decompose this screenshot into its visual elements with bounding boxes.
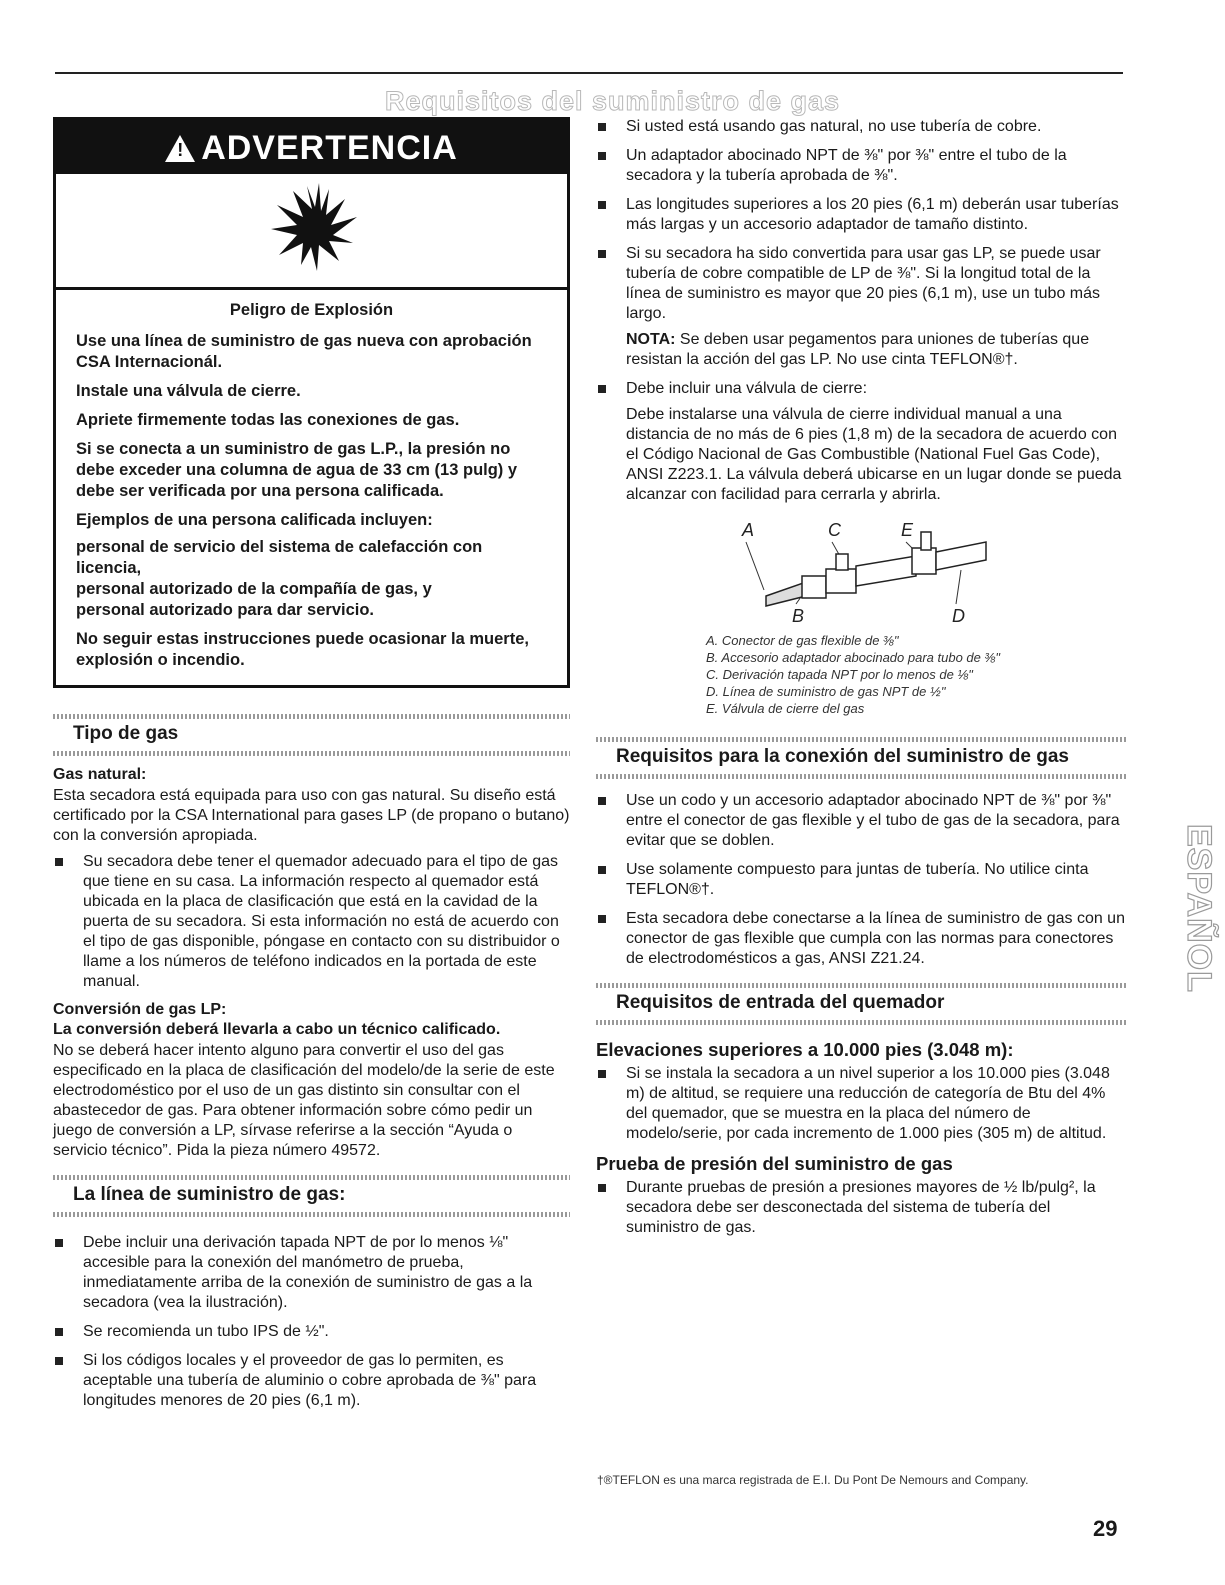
list-item: Use solamente compuesto para juntas de tubería. No utilice cinta TEFLON®†. bbox=[596, 860, 1126, 900]
warning-header bbox=[56, 120, 567, 174]
warning-line: Si se conecta a un suministro de gas L.P., la presión no debe exceder una columna de agua de 33 cm (13 pulg) y debe ser verificada por una persona calificada. bbox=[76, 440, 518, 500]
paragraph: No se deberá hacer intento alguno para convertir el uso del gas especificado en la placa de clasificación del modelo/de la serie de este electrodoméstico por el uso de un gas distinto sin consultar con el abastecedor de gas. Para obtener información sobre cómo pedir un juego de conversión a LP, sírvase referirse a la sección “Ayuda o servicio técnico”. Pida la pieza número 49572. bbox=[53, 1042, 555, 1159]
warning-line: Instale una válvula de cierre. bbox=[76, 382, 301, 400]
section-title: Tipo de gas bbox=[73, 723, 179, 744]
caption: B. Accesorio adaptador abocinado para tubo de ⅜" bbox=[706, 650, 1000, 665]
subheading-elevaciones: Elevaciones superiores a 10.000 pies (3.048 m): bbox=[596, 1039, 1014, 1060]
section-title: Requisitos para la conexión del suministro de gas bbox=[616, 746, 1069, 767]
warning-triangle-icon: ! bbox=[165, 135, 195, 162]
list-item: Si usted está usando gas natural, no use tubería de cobre. bbox=[596, 117, 1126, 137]
diagram-captions bbox=[706, 632, 1126, 717]
section-title: La línea de suministro de gas: bbox=[73, 1184, 346, 1205]
list-item: Use un codo y un accesorio adaptador abocinado NPT de ⅜" por ⅜" entre el conector de gas flexible y el tubo de gas de la secadora, para evitar que se doblen. bbox=[596, 791, 1126, 851]
gas-connection-diagram bbox=[596, 514, 1126, 626]
warning-heading: ADVERTENCIA bbox=[201, 129, 458, 167]
section-header-quemador bbox=[596, 983, 1126, 1025]
section-header-linea bbox=[53, 1175, 570, 1217]
bullet-list bbox=[596, 117, 1126, 505]
warning-danger-title: Peligro de Explosión bbox=[229, 301, 394, 319]
list-item: Durante pruebas de presión a presiones mayores de ½ lb/pulg², la secadora debe ser desconectada del sistema de tubería del suministro de gas. bbox=[596, 1178, 1126, 1238]
warning-line: No seguir estas instrucciones puede ocasionar la muerte, explosión o incendio. bbox=[76, 630, 529, 669]
subheading-gas-natural: Gas natural: bbox=[53, 766, 147, 783]
section-title: Requisitos de entrada del quemador bbox=[616, 992, 945, 1013]
warning-line: Ejemplos de una persona calificada incluyen: bbox=[76, 511, 433, 529]
list-item: Un adaptador abocinado NPT de ⅜" por ⅜" entre el tubo de la secadora y la tubería aprobada de ⅜". bbox=[596, 146, 1126, 186]
section-header-conexion bbox=[596, 737, 1126, 779]
warning-line: Use una línea de suministro de gas nueva con aprobación CSA Internacionál. bbox=[76, 332, 532, 371]
caption: A. Conector de gas flexible de ⅜" bbox=[706, 633, 899, 648]
top-rule bbox=[55, 72, 1123, 74]
diagram-label-a: A bbox=[742, 520, 755, 540]
bullet-list bbox=[596, 791, 1126, 969]
subheading-prueba-presion: Prueba de presión del suministro de gas bbox=[596, 1153, 953, 1174]
language-side-tab bbox=[1148, 820, 1218, 1050]
paragraph: Debe instalarse una válvula de cierre individual manual a una distancia de no más de 6 pies (1,8 m) de la secadora de acuerdo con el Código Nacional de Gas Combustible (National Fuel Gas Code), ANSI Z223.1. La válvula deberá ubicarse en un lugar donde se pueda alcanzar con facilidad para cerrarla y abrirla. bbox=[626, 406, 1122, 503]
list-item: Esta secadora debe conectarse a la línea de suministro de gas con un conector de gas flexible que cumpla con las normas para conectores de electrodomésticos a gas, ANSI Z21.24. bbox=[596, 909, 1126, 969]
page-title: Requisitos del suministro de gas bbox=[384, 86, 841, 116]
list-item: Si se instala la secadora a un nivel superior a los 10.000 pies (3.048 m) de altitud, se requiere una reducción de categoría de Btu del 4% del quemador, que se muestra en la placa del número de modelo/serie, por cada incremento de 1.000 pies (305 m) de altitud. bbox=[596, 1064, 1126, 1144]
warning-line: Apriete firmemente todas las conexiones de gas. bbox=[76, 411, 460, 429]
page-number: 29 bbox=[1093, 1516, 1118, 1541]
diagram-label-d: D bbox=[952, 606, 965, 626]
list-item bbox=[596, 244, 1126, 370]
list-item bbox=[596, 379, 1126, 505]
diagram-label-c: C bbox=[828, 520, 841, 540]
caption: D. Línea de suministro de gas NPT de ½" bbox=[706, 684, 946, 699]
caption: E. Válvula de cierre del gas bbox=[706, 701, 865, 716]
note-text: Se deben usar pegamentos para uniones de tuberías que resistan la acción del gas LP. No use cinta TEFLON®†. bbox=[626, 331, 1090, 368]
warning-box bbox=[53, 117, 570, 688]
bullet-list bbox=[596, 1178, 1126, 1238]
bullet-list bbox=[53, 852, 570, 992]
warning-line: personal de servicio del sistema de calefacción con licencia, personal autorizado de la compañía de gas, y personal autorizado para dar servicio. bbox=[76, 538, 483, 619]
left-column bbox=[53, 117, 570, 1420]
subheading-conversion-lp: Conversión de gas LP: bbox=[53, 1001, 227, 1018]
list-item: Si los códigos locales y el proveedor de gas lo permiten, es aceptable una tubería de aluminio o cobre aprobada de ⅜" para longitudes menores de 20 pies (6,1 m). bbox=[53, 1351, 570, 1411]
section-header-tipo-gas bbox=[53, 714, 570, 756]
explosion-icon bbox=[56, 174, 567, 290]
note-label: NOTA: bbox=[626, 331, 676, 348]
diagram-label-b: B bbox=[792, 606, 805, 626]
caption: C. Derivación tapada NPT por lo menos de ⅛" bbox=[706, 667, 973, 682]
list-item: Las longitudes superiores a los 20 pies (6,1 m) deberán usar tuberías más largas y un accesorio adaptador de tamaño distinto. bbox=[596, 195, 1126, 235]
right-column bbox=[596, 117, 1126, 1247]
footnote: †®TEFLON es una marca registrada de E.I. Du Pont De Nemours and Company. bbox=[597, 1473, 1029, 1487]
bullet-list bbox=[53, 1233, 570, 1411]
list-item: Su secadora debe tener el quemador adecuado para el tipo de gas que tiene en su casa. La información respecto al quemador está ubicada en la placa de clasificación que está en la cavidad de la puerta de su secadora. Si esta información no está de acuerdo con el tipo de gas disponible, póngase en contacto con su distribuidor o llame a los números de teléfono indicados en la portada de este manual. bbox=[53, 852, 570, 992]
list-item-text: Debe incluir una válvula de cierre: bbox=[626, 380, 868, 397]
side-tab-label: ESPAÑOL bbox=[1180, 824, 1218, 993]
list-item: Se recomienda un tubo IPS de ½". bbox=[53, 1322, 570, 1342]
list-item: Debe incluir una derivación tapada NPT de por lo menos ⅛" accesible para la conexión del manómetro de prueba, inmediatamente arriba de la conexión de suministro de gas a la secadora (vea la ilustración). bbox=[53, 1233, 570, 1313]
warning-body bbox=[56, 290, 567, 685]
list-item-text: Si su secadora ha sido convertida para usar gas LP, se puede usar tubería de cobre compatible de LP de ⅜". Si la longitud total de la línea de suministro es mayor que 20 pies (6,1 m), use un tubo más largo. bbox=[626, 245, 1101, 322]
diagram-label-e: E bbox=[901, 520, 914, 540]
note bbox=[626, 330, 1126, 370]
bullet-list bbox=[596, 1064, 1126, 1144]
subheading-lp-warning: La conversión deberá llevarla a cabo un técnico calificado. bbox=[53, 1021, 501, 1038]
paragraph: Esta secadora está equipada para uso con gas natural. Su diseño está certificado por la CSA International para gases LP (de propano o butano) con la conversión apropiada. bbox=[53, 787, 570, 844]
